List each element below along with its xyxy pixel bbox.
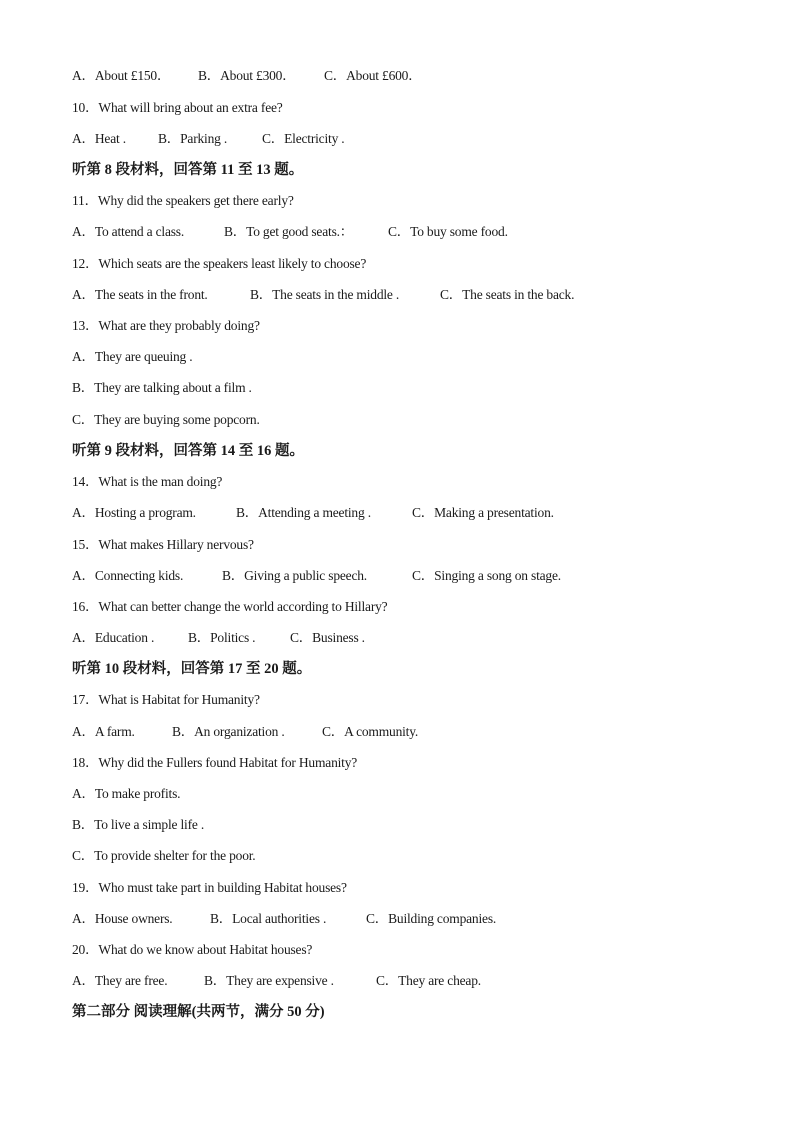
question-text: 13．What are they probably doing? [72, 318, 260, 333]
question-text: A．They are queuing . [72, 349, 193, 364]
question-text: 20．What do we know about Habitat houses? [72, 942, 313, 957]
answer-options-row [72, 503, 754, 523]
answer-options-row [72, 285, 754, 305]
answer-option: C．Electricity . [262, 131, 345, 146]
answer-options-row [72, 971, 754, 991]
answer-option: A．To attend a class. [72, 224, 185, 239]
answer-options-row [72, 722, 754, 742]
question-text: 12．Which seats are the speakers least likely to choose? [72, 256, 367, 271]
question-text: 11．Why did the speakers get there early? [72, 193, 294, 208]
section-header: 第二部分 阅读理解(共两节，满分 50 分) [72, 1004, 325, 1020]
section-header: 听第 9 段材料，回答第 14 至 16 题。 [72, 443, 304, 459]
answer-option: A．Connecting kids. [72, 568, 184, 583]
answer-option: A．Hosting a program. [72, 505, 196, 520]
answer-options-row [72, 66, 754, 86]
answer-option: A．Heat . [72, 131, 126, 146]
answer-option: C．They are cheap. [376, 973, 481, 988]
answer-option: A．House owners. [72, 911, 173, 926]
question-text: B．They are talking about a film . [72, 380, 252, 395]
answer-option: A．A farm. [72, 724, 135, 739]
answer-option: A．About £150． [72, 68, 171, 83]
question-text: 18．Why did the Fullers found Habitat for Humanity? [72, 755, 358, 770]
answer-option: B．Politics . [188, 630, 256, 645]
question-text: 17．What is Habitat for Humanity? [72, 692, 260, 707]
question-text: B．To live a simple life . [72, 817, 205, 832]
answer-option: B．To get good seats.： [224, 224, 354, 239]
answer-option: B．About £300． [198, 68, 296, 83]
question-text: 16．What can better change the world according to Hillary? [72, 599, 388, 614]
question-text: A．To make profits. [72, 786, 181, 801]
question-text: 19．Who must take part in building Habitat houses? [72, 880, 347, 895]
answer-option: A．They are free. [72, 973, 168, 988]
answer-option: C．The seats in the back. [440, 287, 575, 302]
answer-option: B．The seats in the middle . [250, 287, 400, 302]
answer-option: B．An organization . [172, 724, 285, 739]
answer-option: C．Making a presentation. [412, 505, 554, 520]
answer-option: A．Education . [72, 630, 155, 645]
question-text: C．They are buying some popcorn. [72, 412, 260, 427]
answer-options-row [72, 909, 754, 929]
answer-option: C．To buy some food. [388, 224, 508, 239]
question-text: 14．What is the man doing? [72, 474, 223, 489]
answer-options-row [72, 628, 754, 648]
answer-option: C．Business . [290, 630, 365, 645]
answer-option: B．Giving a public speech. [222, 568, 367, 583]
section-header: 听第 10 段材料，回答第 17 至 20 题。 [72, 661, 312, 677]
answer-option: C．About £600． [324, 68, 422, 83]
question-text: 15．What makes Hillary nervous? [72, 537, 254, 552]
answer-option: B．Local authorities . [210, 911, 327, 926]
section-header: 听第 8 段材料，回答第 11 至 13 题。 [72, 162, 304, 178]
answer-option: C．A community. [322, 724, 419, 739]
answer-options-row [72, 566, 754, 586]
answer-option: C．Building companies. [366, 911, 497, 926]
answer-option: A．The seats in the front. [72, 287, 208, 302]
answer-option: B．Attending a meeting . [236, 505, 371, 520]
question-text: 10．What will bring about an extra fee? [72, 100, 283, 115]
question-text: C．To provide shelter for the poor. [72, 848, 256, 863]
answer-option: B．Parking . [158, 131, 228, 146]
answer-option: B．They are expensive . [204, 973, 334, 988]
answer-options-row [72, 222, 754, 242]
answer-options-row [72, 129, 754, 149]
answer-option: C．Singing a song on stage. [412, 568, 561, 583]
